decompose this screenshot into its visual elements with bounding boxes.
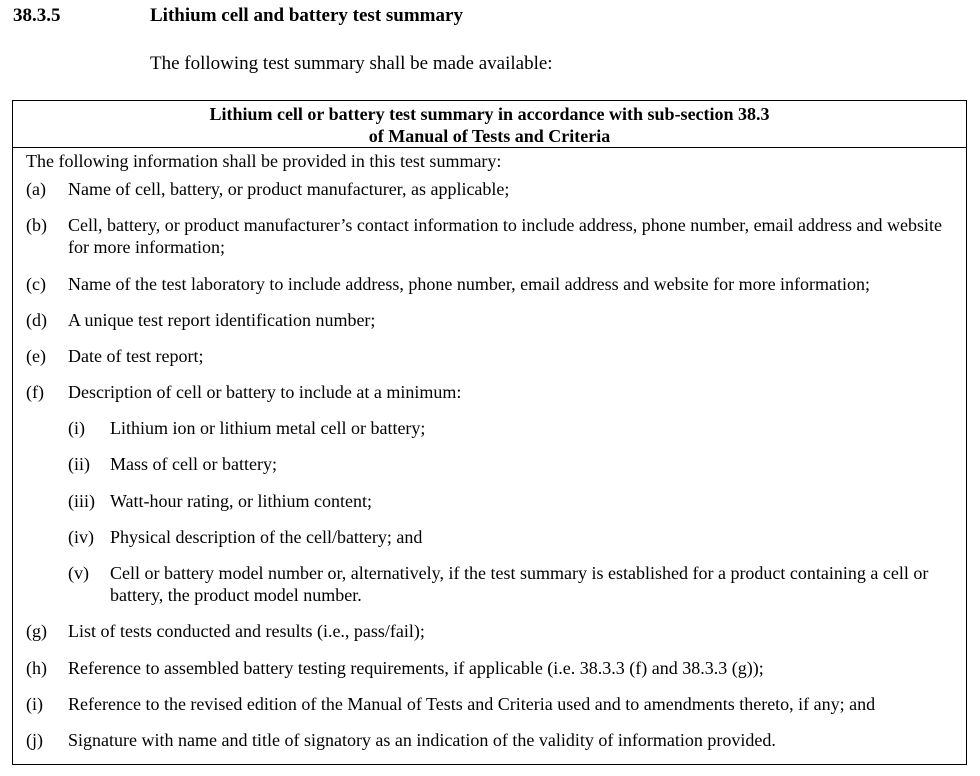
list-item-text: Date of test report; (68, 346, 204, 366)
sublist-item-text: Mass of cell or battery; (110, 454, 277, 474)
list-item-label: (f) (26, 382, 44, 402)
sublist-item-label: (ii) (68, 454, 90, 474)
box-lead-text: The following information shall be provided in this test summary: (26, 151, 502, 171)
sublist-item-text: Lithium ion or lithium metal cell or battery; (110, 418, 426, 438)
list-item-text: Reference to assembled battery testing requirements, if applicable (i.e. 38.3.3 (f) and 38.3.3 (g)); (68, 658, 764, 678)
section-number: 38.3.5 (13, 5, 61, 26)
box-heading (13, 101, 966, 148)
list-item-label: (b) (26, 215, 47, 235)
test-summary-box (12, 100, 967, 765)
list-item-label: (e) (26, 346, 46, 366)
sublist-item-text: Watt-hour rating, or lithium content; (110, 491, 372, 511)
sublist-item-label: (iii) (68, 491, 95, 511)
box-heading-line1: Lithium cell or battery test summary in accordance with sub-section 38.3 (209, 104, 770, 124)
list-item-label: (j) (26, 730, 43, 750)
list-item-text: Name of the test laboratory to include address, phone number, email address and website for more information; (68, 274, 871, 294)
list-item-text: A unique test report identification number; (68, 310, 376, 330)
list-item-text: Signature with name and title of signatory as an indication of the validity of information provided. (68, 730, 776, 750)
intro-text: The following test summary shall be made available: (150, 53, 553, 74)
list-item-label: (g) (26, 621, 47, 641)
sublist-item-label: (iv) (68, 527, 94, 547)
list-item-text: List of tests conducted and results (i.e., pass/fail); (68, 621, 425, 641)
list-item-label: (a) (26, 179, 46, 199)
list-item-label: (d) (26, 310, 47, 330)
sublist-item-label: (v) (68, 563, 89, 583)
list-item-text: Reference to the revised edition of the Manual of Tests and Criteria used and to amendments thereto, if any; and (68, 694, 876, 714)
sublist-item-text: Physical description of the cell/battery; and (110, 527, 423, 547)
sublist-item-text: Cell or battery model number or, alternatively, if the test summary is established for a product containing a cell or battery, the product model number. (110, 563, 929, 605)
list-item-text: Name of cell, battery, or product manufacturer, as applicable; (68, 179, 510, 199)
list-item-text: Description of cell or battery to include at a minimum: (68, 382, 462, 402)
sublist-item-label: (i) (68, 418, 85, 438)
section-title: Lithium cell and battery test summary (150, 5, 463, 26)
list-item-label: (h) (26, 658, 47, 678)
list-item-text: Cell, battery, or product manufacturer’s contact information to include address, phone number, email address and website for more information; (68, 215, 943, 257)
list-item-label: (c) (26, 274, 46, 294)
box-heading-line2: of Manual of Tests and Criteria (368, 126, 611, 146)
list-item-label: (i) (26, 694, 43, 714)
